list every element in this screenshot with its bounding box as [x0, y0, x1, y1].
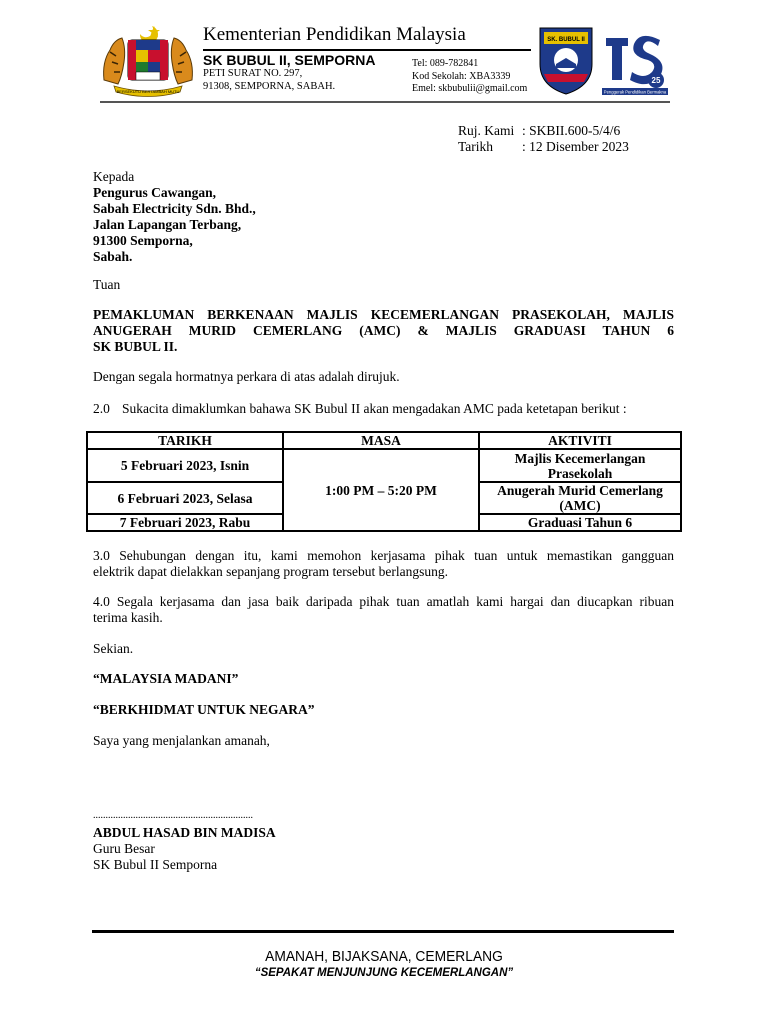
- row-date: 7 Februari 2023, Rabu: [87, 514, 283, 531]
- subject-line: PEMAKLUMAN BERKENAAN MAJLIS KECEMERLANGAN PRASEKOLAH, MAJLIS: [93, 307, 674, 322]
- school-address: [203, 67, 335, 93]
- activity-line: Prasekolah: [547, 465, 613, 481]
- recipient-line: Pengurus Cawangan,: [93, 185, 217, 200]
- table-header-row: [87, 432, 681, 449]
- subject-line: SK BUBUL II.: [93, 339, 178, 354]
- school-name: SK BUBUL II, SEMPORNA: [203, 52, 376, 68]
- paragraph-2: [93, 401, 627, 417]
- paragraph-line: 3.0 Sehubungan dengan itu, kami memohon kerjasama pihak tuan untuk memastikan gangguan: [93, 548, 674, 563]
- row-activity: Graduasi Tahun 6: [479, 514, 681, 531]
- signature-block: [93, 825, 276, 873]
- trust-line: Saya yang menjalankan amanah,: [93, 733, 270, 748]
- national-crest-logo: [100, 22, 196, 98]
- paragraph-number: 2.0: [93, 401, 110, 416]
- ref-label: Ruj. Kami: [458, 123, 515, 138]
- recipient-line: Sabah Electricity Sdn. Bhd.,: [93, 201, 256, 216]
- address-line: PETI SURAT NO. 297,: [203, 68, 303, 79]
- ts25-logo: [600, 22, 670, 96]
- table-row: [87, 449, 681, 482]
- recipient-line: Sabah.: [93, 249, 133, 264]
- school-badge-text: SK. BUBUL II: [547, 37, 585, 43]
- ts25-number: 25: [651, 76, 661, 85]
- footer-divider: [92, 930, 674, 933]
- recipient-block: [93, 169, 256, 265]
- ministry-name: Kementerian Pendidikan Malaysia: [203, 24, 466, 45]
- header-masa: MASA: [283, 432, 479, 449]
- paragraph-text: Sukacita dimaklumkan bahawa SK Bubul II akan mengadakan AMC pada ketetapan berikut :: [122, 401, 627, 416]
- signature-dots: ................................................................: [93, 810, 253, 821]
- header-tarikh: TARIKH: [87, 432, 283, 449]
- ministry-divider: [203, 49, 531, 51]
- paragraph-line: elektrik dapat dielakkan sepanjang program tersebut berlangsung.: [93, 564, 449, 579]
- signatory-name: ABDUL HASAD BIN MADISA: [93, 825, 276, 840]
- row-time: 1:00 PM – 5:20 PM: [283, 449, 479, 531]
- paragraph-4: [93, 594, 674, 626]
- recipient-to: Kepada: [93, 169, 135, 184]
- date-value: : 12 Disember 2023: [522, 139, 629, 154]
- activity-line: Majlis Kecemerlangan: [514, 450, 646, 466]
- salutation: Tuan: [93, 277, 121, 292]
- signatory-title: Guru Besar: [93, 841, 155, 856]
- paragraph-3: [93, 548, 674, 580]
- row-date: 6 Februari 2023, Selasa: [87, 482, 283, 514]
- signatory-school: SK Bubul II Semporna: [93, 857, 218, 872]
- header-aktiviti: AKTIVITI: [479, 432, 681, 449]
- paragraph-line: 4.0 Segala kerjasama dan jasa baik daripada pihak tuan amatlah kami hargai dan diucapkan ribuan: [93, 594, 674, 609]
- opening-sentence: Dengan segala hormatnya perkara di atas adalah dirujuk.: [93, 369, 400, 384]
- row-date: 5 Februari 2023, Isnin: [87, 449, 283, 482]
- row-activity: [479, 449, 681, 482]
- slogan-negara: “BERKHIDMAT UNTUK NEGARA”: [93, 702, 315, 717]
- subject: [93, 307, 674, 355]
- crest-banner-text: BERSEKUTU BERTAMBAH MUTU: [116, 89, 180, 94]
- letterhead-divider: [100, 101, 670, 103]
- ref-value: : SKBII.600-5/4/6: [522, 123, 621, 138]
- paragraph-line: terima kasih.: [93, 610, 163, 625]
- ts25-caption: Penggerak Pendidikan Bermakna: [603, 89, 667, 95]
- recipient-line: Jalan Lapangan Terbang,: [93, 217, 242, 232]
- activity-line: (AMC): [559, 498, 601, 513]
- footer-motto: AMANAH, BIJAKSANA, CEMERLANG: [265, 948, 503, 965]
- subject-line: ANUGERAH MURID CEMERLANG (AMC) & MAJLIS GRADUASI TAHUN 6: [93, 323, 674, 338]
- reference-block: [458, 123, 629, 155]
- address-line: 91308, SEMPORNA, SABAH.: [203, 81, 336, 92]
- row-activity: [479, 482, 681, 514]
- phone: Tel: 089-782841: [412, 58, 479, 69]
- school-contact: [412, 58, 527, 96]
- footer-slogan: “SEPAKAT MENJUNJUNG KECEMERLANGAN”: [254, 967, 514, 979]
- slogan-madani: “MALAYSIA MADANI”: [93, 671, 239, 686]
- recipient-line: 91300 Semporna,: [93, 233, 193, 248]
- date-label: Tarikh: [458, 139, 494, 154]
- school-code: Kod Sekolah: XBA3339: [412, 70, 511, 82]
- email: Emel: skbubulii@gmail.com: [412, 83, 528, 94]
- sekian: Sekian.: [93, 641, 134, 656]
- activity-line: Anugerah Murid Cemerlang: [497, 483, 663, 498]
- schedule-table: [86, 431, 682, 532]
- school-badge-logo: [534, 24, 598, 96]
